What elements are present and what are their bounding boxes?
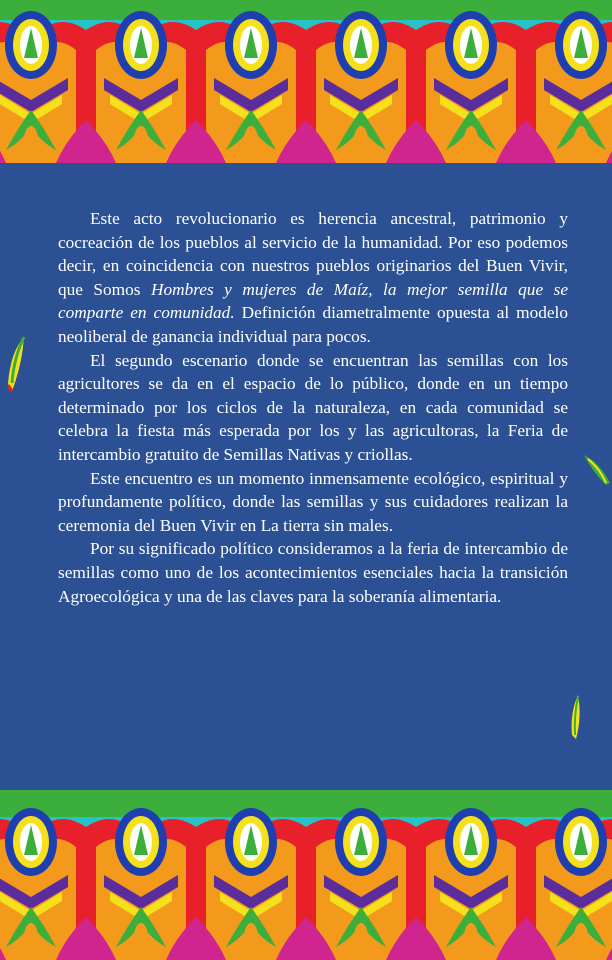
- maize-pattern-bottom: [0, 790, 612, 960]
- top-decorative-band: [0, 0, 612, 163]
- italic-phrase: Hombres y mujeres de Maíz, la mejor semilla que se comparte en comunidad.: [58, 279, 568, 323]
- feather-icon: [582, 453, 612, 487]
- paragraph-4: Por su significado político consideramos a la feria de intercambio de semillas como uno de los acontecimientos esenciales hacia la transición Agroecológica y una de las claves para la soberanía alimentaria.: [58, 539, 568, 606]
- body-text: [58, 207, 568, 608]
- paragraph-2: El segundo escenario donde se encuentran las semillas con los agricultores se da en el espacio de lo público, donde en un tiempo determinado por los ciclos de la naturaleza, en cada comunidad se celebra la fiesta más esperada por los y las agricultoras, la Feria de intercambio gratuito de Semillas Nativas y criollas.: [58, 350, 568, 464]
- feather-icon: [4, 335, 28, 393]
- bottom-decorative-band: [0, 790, 612, 960]
- maize-pattern-top: [0, 0, 612, 163]
- paragraph-3: Este encuentro es un momento inmensamente ecológico, espiritual y profundamente político, donde las semillas y sus cuidadores realizan la ceremonia del Buen Vivir en La tierra sin males.: [58, 468, 568, 535]
- text-page: [0, 163, 612, 790]
- paragraph-1: Este acto revolucionario es herencia ancestral, patrimonio y cocreación de los pueblos al servicio de la humanidad. Por eso podemos decir, en coincidencia con nuestros pueblos originarios del Buen Vivir, que Somos Hombres y mujeres de Maíz, la mejor semilla que se comparte en comunidad. Definición diametralmente opuesta al modelo neoliberal de ganancia individual para pocos.: [58, 209, 569, 346]
- feather-icon: [568, 693, 584, 741]
